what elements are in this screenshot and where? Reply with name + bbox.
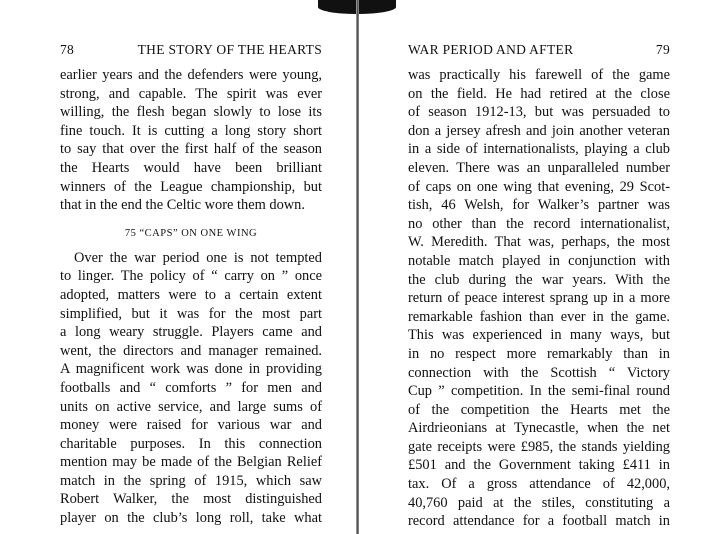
text-line: adopted, matters were to a certain extent [60, 286, 322, 303]
text-line: charitable purposes. In this connection [60, 435, 322, 452]
text-line: a long weary struggle. Players came and [60, 324, 322, 341]
text-line: earlier years and the defenders were young, [60, 67, 322, 83]
text-line: in no respect more remarkably than in [408, 345, 670, 362]
text-line: £501 and the Government taking £411 in [408, 457, 670, 474]
right-running-head: WAR PERIOD AND AFTER [408, 42, 574, 57]
text-line: mention may be made of the Belgian Relief [60, 454, 322, 471]
text-line: fine touch. It is cutting a long story short [60, 122, 322, 139]
text-line: was practically his farewell of the game [408, 67, 670, 83]
text-line: the club during the war years. With the [408, 271, 670, 288]
text-line: money were raised for various war and [60, 417, 322, 434]
text-line: that in the end the Celtic wore them down. [60, 197, 305, 214]
text-line: Over the war period one is not tempted [74, 249, 322, 266]
text-line: remarkable fashion than ever in the game. [408, 308, 670, 325]
left-paragraph-1 [60, 66, 322, 215]
right-page-number: 79 [655, 42, 670, 57]
text-line: Robert Walker, the most distinguished [60, 491, 322, 508]
left-running-head: THE STORY OF THE HEARTS [137, 42, 322, 57]
text-line: of season 1912-13, but was persuaded to [408, 104, 670, 121]
left-page-number: 78 [60, 42, 75, 57]
left-paragraph-2 [60, 249, 322, 528]
text-line: gate receipts were £985, the stands yielding [408, 438, 670, 455]
text-line: to linger. The policy of “ carry on ” once [60, 268, 322, 285]
book-spine [356, 0, 359, 534]
text-line: simplified, but it was for the most part [60, 305, 322, 322]
right-page-header [408, 40, 670, 60]
text-line: no other than the record internationalist, [408, 215, 670, 232]
text-line: connection with the Scottish “ Victory [408, 364, 670, 381]
text-line: footballs and “ comforts ” for men and [60, 379, 322, 396]
text-line: on the field. He had retired at the close [408, 85, 670, 102]
text-line: record attendance for a football match in [408, 513, 670, 530]
text-line: tish, 46 Welsh, for Walker’s partner was [408, 197, 670, 214]
text-line: units on active service, and large sums of [60, 398, 322, 415]
right-page [408, 40, 670, 531]
right-paragraph [408, 66, 670, 531]
text-line: of caps on one wing that evening, 29 Scot- [408, 178, 670, 195]
left-page [60, 40, 322, 528]
text-line: W. Meredith. That was, perhaps, the most [408, 234, 670, 251]
text-line: eleven. There was an unparalleled number [408, 159, 670, 176]
text-line: match in the spring of 1915, which saw [60, 472, 322, 489]
text-line: winners of the League championship, but [60, 178, 322, 195]
text-line: went, the directors and manager remained. [60, 342, 322, 359]
text-line: to say that over the first half of the season [60, 141, 322, 158]
text-line: return of peace interest sprang up in a more [408, 290, 670, 307]
text-line: A magnificent work was done in providing [60, 361, 322, 378]
text-line: Airdrieonians at Tynecastle, when the net [408, 420, 670, 437]
text-line: strong, and capable. The spirit was ever [60, 85, 322, 102]
text-line: 40,760 paid at the stiles, constituting a [408, 494, 670, 511]
text-line: don a jersey afresh and join another veteran [408, 122, 670, 139]
section-subheading: 75 “CAPS” ON ONE WING [124, 227, 258, 239]
text-line: willing, the flesh began slowly to lose its [60, 104, 322, 121]
left-page-header [60, 40, 322, 60]
text-line: notable match played in conjunction with [408, 252, 670, 269]
text-line: of the competition the Hearts met the [408, 401, 670, 418]
text-line: player on the club’s long roll, take what [60, 510, 322, 527]
text-line: This was experienced in many ways, but [408, 327, 670, 344]
text-line: tax. Of a gross attendance of 42,000, [408, 476, 670, 493]
text-line: Cup ” competition. In the semi-final round [408, 383, 670, 400]
text-line: the Hearts would have been brilliant [60, 159, 322, 176]
text-line: in a side of internationalists, playing a club [408, 141, 670, 158]
